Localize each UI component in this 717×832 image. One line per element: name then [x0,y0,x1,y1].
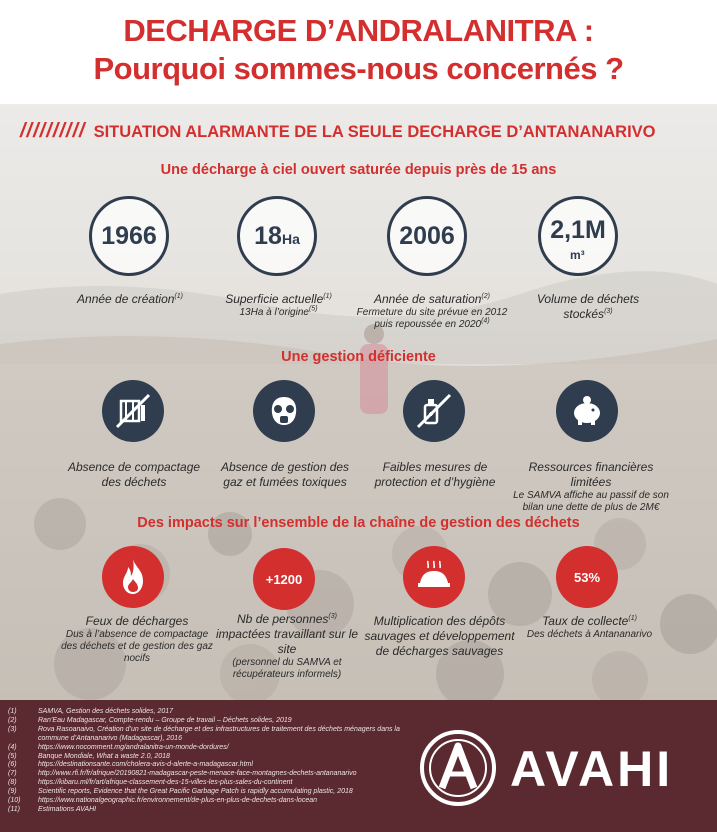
stat-label-superficie: Superficie actuelle$^{(1)}$ 13Ha à l’origine$^{(5)}$ [225,292,332,318]
reference-number: (9) [8,788,17,796]
fire-icon [102,546,164,608]
stat-circle-creation [89,196,169,276]
section-header [20,120,710,142]
impacts-subtitle: Des impacts sur l’ensemble de la chaîne de gestion des déchets [137,515,580,531]
stat-circle-superficie [237,196,317,276]
reference-number: (10) [8,797,21,805]
reference-item [8,708,428,717]
stat-circle-saturation [387,196,467,276]
reference-text: https://www.nocomment.mg/andralanitra-un-monde-dordures/ [38,743,229,751]
reference-number: (7) [8,770,17,778]
impact-label-collection: Taux de collecte$^{(1)}$ Des déchets à Antananarivo [526,614,653,640]
no-compactor-icon [102,380,164,442]
avahi-logo-text: AVAHI [510,741,674,797]
reference-text: Ran’Eau Madagascar, Compte-rendu – Groupe de travail – Déchets solides, 2019 [38,716,292,724]
stat-circle-volume [538,196,618,276]
reference-item [8,797,428,806]
impacted-people-value: +1200 [265,571,303,587]
no-hygiene-icon [403,380,465,442]
reference-text: http://www.rfi.fr/fr/afrique/20190821-madagascar-peste-menace-face-montagnes-dechets-antananarivo [38,770,357,778]
stat-value: 1966 [101,221,157,250]
piggy-bank-icon [556,380,618,442]
waste-pile-icon [403,546,465,608]
reference-text: https://kibaru.ml/fr/art/afrique-classement-des-15-villes-les-plus-sales-du-continent [38,779,293,787]
reference-item [8,788,428,797]
stat-label-creation: Année de création$^{(1)}$ [77,292,183,306]
gestion-label-gaz: Absence de gestion des gaz et fumées toxiques [220,460,350,489]
reference-number: (4) [8,743,17,751]
reference-item [8,779,428,788]
reference-text: Scientific reports, Evidence that the Great Pacific Garbage Patch is rapidly accumulating plastic, 2018 [38,788,353,796]
reference-text: https://www.nationalgeographic.fr/environnement/de-plus-en-plus-de-dechets-dans-locean [38,797,317,805]
impact-label-fires: Feux de décharges Dus à l’absence de compactage des déchets et de gestion des gaz nocifs [61,614,213,664]
stat-value: 18Ha [254,221,300,250]
collection-rate-badge [556,546,618,608]
reference-number: (5) [8,752,17,760]
gestion-subtitle: Une gestion déficiente [281,349,436,365]
reference-item [8,744,428,753]
reference-text: Rova Rasoanaivo, Création d’un site de décharge et des infrastructures de traitement des déchets ménagers dans la commune d’Antananarivo (Madagascar), 2016 [38,725,400,742]
gestion-label-compactage: Absence de compactage des déchets [67,460,201,489]
reference-text: https://destinationsante.com/cholera-avis-d-alerte-a-madagascar.html [38,761,253,769]
gestion-label-finances: Ressources financières limitées Le SAMVA affiche au passif de son bilan une dette de plus de 2M€ [513,460,669,513]
page-title-line1: DECHARGE D’ANDRALANITRA : [123,13,594,48]
references-list [8,708,428,815]
section-slashes: ////////// [20,120,86,142]
impact-label-people: Nb de personnes$^{(3)}$ impactées travaillant sur le site (personnel du SAMVA et récupérateurs informels) [215,612,359,680]
reference-item [8,717,428,726]
reference-item [8,806,428,815]
header [0,0,717,104]
page-title-line2: Pourquoi sommes-nous concernés ? [93,51,624,86]
reference-number: (6) [8,761,17,769]
stat-value: 2,1M [550,215,606,244]
reference-number: (3) [8,725,17,733]
stat-value: 2006 [399,221,455,250]
reference-item [8,761,428,770]
reference-item [8,726,428,744]
gas-mask-icon [253,380,315,442]
collection-rate-value: 53% [573,569,601,585]
reference-number: (8) [8,779,17,787]
avahi-logo-mark [418,728,498,808]
reference-number: (1) [8,708,17,715]
stat-label-saturation: Année de saturation$^{(2)}$ Fermeture du site prévue en 2012 puis repoussée en 2020$^{(4)}$ [356,292,508,330]
reference-text: SAMVA, Gestion des déchets solides, 2017 [38,708,174,715]
impact-label-wild-dumps: Multiplication des dépôts sauvages et développement de décharges sauvages [364,614,515,658]
reference-text: Estimations AVAHI [38,805,97,813]
reference-text: Banque Mondiale, What a waste 2.0, 2018 [38,752,170,760]
stat-label-volume: Volume de déchets stockés$^{(3)}$ [536,292,640,321]
section-title: SITUATION ALARMANTE DE LA SEULE DECHARGE D’ANTANANARIVO [93,123,656,141]
reference-number: (2) [8,716,17,724]
stats-subtitle: Une décharge à ciel ouvert saturée depuis près de 15 ans [160,162,557,178]
reference-item [8,770,428,779]
reference-number: (11) [8,805,20,813]
stat-unit: m³ [570,248,585,262]
impacted-people-badge [253,548,315,610]
reference-item [8,753,428,762]
gestion-label-hygiene: Faibles mesures de protection et d’hygiène [374,460,496,489]
